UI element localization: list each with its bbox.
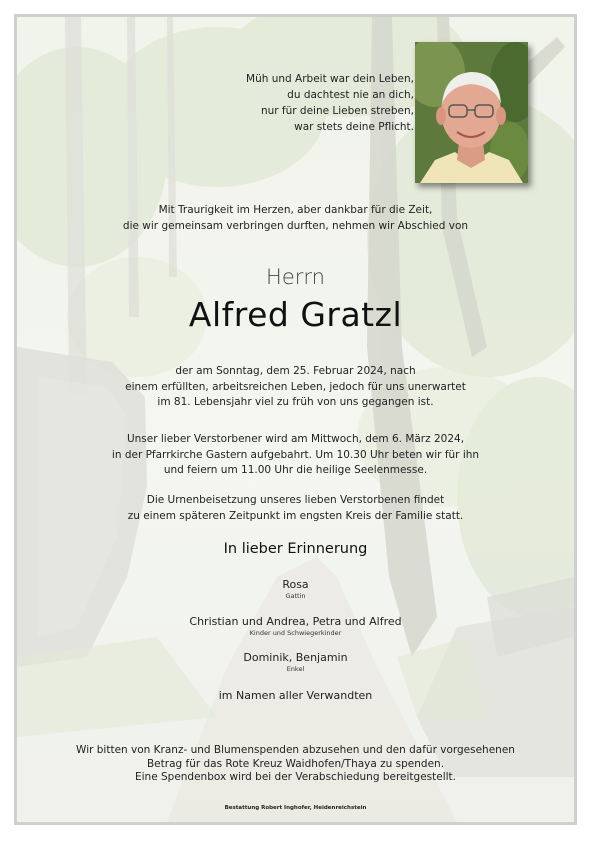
undertaker-credit: Bestattung Robert Inghofer, Heidenreichstein xyxy=(224,805,367,811)
portrait-photo xyxy=(415,42,528,183)
mourner-relation: Enkel xyxy=(286,665,305,673)
donation-note xyxy=(17,744,574,785)
mourner-relation: Gattin xyxy=(285,592,306,600)
poem-line: nur für deine Lieben streben, xyxy=(260,105,414,117)
intro-line: Mit Traurigkeit im Herzen, aber dankbar für die Zeit, xyxy=(158,204,433,216)
paragraph-line: der am Sonntag, dem 25. Februar 2024, nach xyxy=(175,365,416,377)
poem-line: Müh und Arbeit war dein Leben, xyxy=(246,73,414,85)
paragraph-line: einem erfüllten, arbeitsreichen Leben, jedoch für uns unerwartet xyxy=(125,380,466,393)
urn-paragraph xyxy=(17,493,574,524)
donation-line: Betrag für das Rote Kreuz Waidhofen/Thaya zu spenden. xyxy=(146,757,445,770)
paragraph-line: Unser lieber Verstorbener wird am Mittwoch, dem 6. März 2024, xyxy=(126,433,465,445)
deceased-name: Alfred Gratzl xyxy=(188,295,403,334)
memory-heading: In lieber Erinnerung xyxy=(223,541,368,557)
mourner-entry xyxy=(17,578,574,600)
mourner-relation: Kinder und Schwiegerkinder xyxy=(249,629,342,637)
paragraph-line: im 81. Lebensjahr viel zu früh von uns gegangen ist. xyxy=(157,396,434,408)
viewing-paragraph xyxy=(17,432,574,479)
salutation: Herrn xyxy=(266,265,325,289)
paragraph-line: und feiern um 11.00 Uhr die heilige Seelenmesse. xyxy=(163,464,428,476)
mourner-entry xyxy=(17,651,574,673)
donation-line: Eine Spendenbox wird bei der Verabschiedung bereitgestellt. xyxy=(134,771,456,783)
donation-line: Wir bitten von Kranz- und Blumenspenden abzusehen und den dafür vorgesehenen xyxy=(76,744,515,756)
relatives-line: im Namen aller Verwandten xyxy=(218,689,373,702)
mourner-entry xyxy=(17,615,574,637)
poem xyxy=(117,71,414,135)
mourner-names: Dominik, Benjamin xyxy=(243,651,348,664)
paragraph-line: in der Pfarrkirche Gastern aufgebahrt. Um 10.30 Uhr beten wir für ihn xyxy=(111,448,480,461)
death-paragraph xyxy=(17,364,574,411)
obituary-card xyxy=(14,14,577,825)
intro-text xyxy=(17,202,574,234)
paragraph-line: Die Urnenbeisetzung unseres lieben Verstorbenen findet xyxy=(146,494,445,506)
poem-line: du dachtest nie an dich, xyxy=(287,89,414,101)
intro-line: die wir gemeinsam verbringen durften, nehmen wir Abschied von xyxy=(122,220,469,232)
mourner-names: Christian und Andrea, Petra und Alfred xyxy=(189,615,402,628)
mourner-names: Rosa xyxy=(282,578,309,591)
poem-line: war stets deine Pflicht. xyxy=(294,121,414,133)
paragraph-line: zu einem späteren Zeitpunkt im engsten Kreis der Familie statt. xyxy=(127,509,464,522)
